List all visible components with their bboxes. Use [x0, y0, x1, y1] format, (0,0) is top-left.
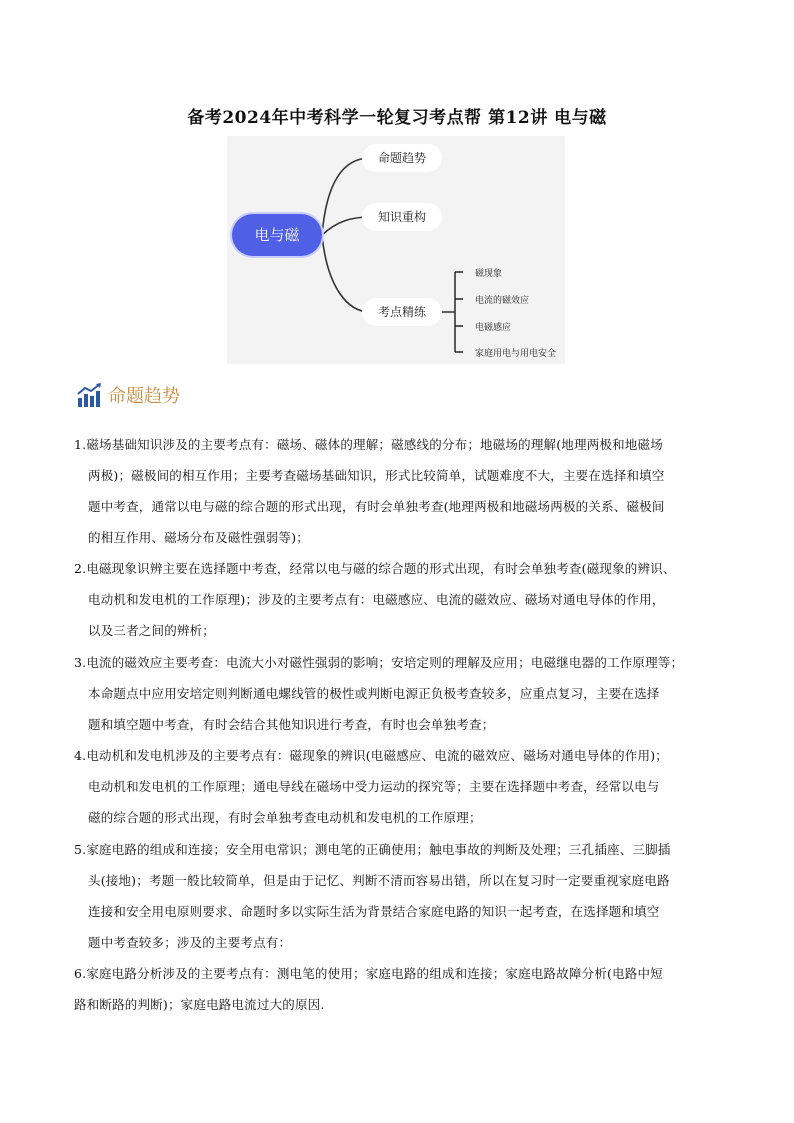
trend-item-3: [74, 647, 734, 740]
item-line: 4.电动机和发电机涉及的主要考点有：磁现象的辨识(电磁感应、电流的磁效应、磁场对通电导体的作用)；: [74, 748, 668, 763]
item-line: 以及三者之间的辨析；: [88, 623, 216, 638]
item-line: 路和断路的判断)；家庭电路电流过大的原因.: [74, 997, 325, 1012]
trend-item-2: [74, 553, 734, 646]
trend-item-4: [74, 740, 734, 833]
item-line: 题中考查较多；涉及的主要考点有：: [88, 935, 292, 950]
item-line: 的相互作用、磁场分布及磁性强弱等)；: [88, 530, 309, 545]
branch-node-practice: 考点精练: [362, 298, 442, 326]
item-line: 本命题点中应用安培定则判断通电螺线管的极性或判断电源正负极考查较多，应重点复习，主要在选择: [88, 686, 660, 701]
item-line: 题和填空题中考查，有时会结合其他知识进行考查，有时也会单独考查；: [88, 717, 495, 732]
connector-practice: [322, 235, 370, 312]
item-line: 3.电流的磁效应主要考查：电流大小对磁性强弱的影响；安培定则的理解及应用；电磁继电器的工作原理等；: [74, 655, 684, 670]
mind-map-center-node: 电与磁: [232, 214, 322, 256]
item-line: 头(接地)；考题一般比较简单，但是由于记忆、判断不清而容易出错，所以在复习时一定要重视家庭电路: [88, 873, 670, 888]
branch-node-knowledge: 知识重构: [362, 203, 442, 231]
sub-item-home-electricity: 家庭用电与用电安全: [475, 349, 557, 359]
item-line: 两极)；磁极间的相互作用；主要考查磁场基础知识，形式比较简单，试题难度不大，主要在选择和填空: [88, 468, 665, 483]
bar-chart-trend-icon: [76, 382, 104, 408]
sub-item-electromagnetic-effect: 电流的磁效应: [475, 296, 530, 306]
item-line: 题中考查，通常以电与磁的综合题的形式出现，有时会单独考查(地理两极和地磁场两极的关系、磁极间: [88, 499, 665, 514]
item-line: 电动机和发电机的工作原理；通电导线在磁场中受力运动的探究等；主要在选择题中考查，经常以电与: [88, 779, 660, 794]
item-line: 2.电磁现象识辨主要在选择题中考查，经常以电与磁的综合题的形式出现，有时会单独考查(磁现象的辨识、: [74, 561, 676, 576]
trend-item-1: [74, 429, 734, 553]
item-line: 电动机和发电机的工作原理)；涉及的主要考点有：电磁感应、电流的磁效应、磁场对通电导体的作用，: [88, 592, 665, 607]
item-line: 磁的综合题的形式出现，有时会单独考查电动机和发电机的工作原理；: [88, 810, 482, 825]
mind-map: [227, 136, 565, 364]
item-line: 1.磁场基础知识涉及的主要考点有：磁场、磁体的理解；磁感线的分布；地磁场的理解(地理两极和地磁场: [74, 437, 663, 452]
sub-item-induction: 电磁感应: [475, 323, 512, 333]
section-heading-label: 命题趋势: [108, 386, 180, 407]
section-heading: [76, 380, 180, 410]
branch-node-trend: 命题趋势: [362, 144, 442, 172]
trend-item-5: [74, 834, 734, 958]
trend-item-6: [74, 958, 734, 1020]
sub-item-magnetism: 磁现象: [475, 269, 503, 279]
document-title: 备考2024年中考科学一轮复习考点帮 第12讲 电与磁: [187, 108, 607, 128]
item-line: 6.家庭电路分析涉及的主要考点有：测电笔的使用；家庭电路的组成和连接；家庭电路故障分析(电路中短: [74, 966, 663, 981]
item-line: 5.家庭电路的组成和连接；安全用电常识；测电笔的正确使用；触电事故的判断及处理；三孔插座、三脚插: [74, 842, 671, 857]
item-line: 连接和安全用电原则要求、命题时多以实际生活为背景结合家庭电路的知识一起考查，在选择题和填空: [88, 904, 660, 919]
